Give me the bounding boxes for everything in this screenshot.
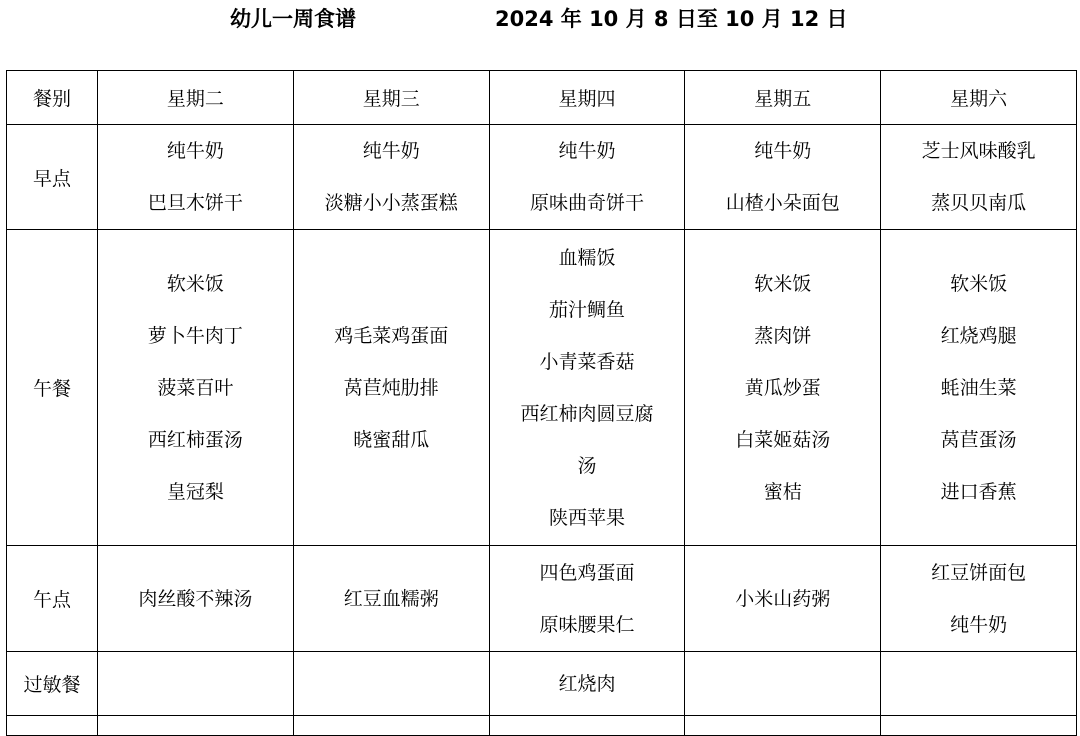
- menu-cell: [881, 125, 1077, 230]
- dish-item: 软米饭: [166, 272, 224, 295]
- menu-cell: [98, 546, 294, 652]
- menu-cell: [98, 230, 294, 546]
- dish-item: 肉丝酸不辣汤: [138, 587, 253, 610]
- dish-item: 软米饭: [754, 272, 812, 295]
- dish-item: 鸡毛菜鸡蛋面: [334, 324, 449, 347]
- corner-header: 餐别: [7, 71, 98, 125]
- day-header: 星期二: [98, 71, 294, 125]
- page-title: 幼儿一周食谱: [230, 7, 356, 31]
- menu-cell: [293, 546, 489, 652]
- dish-item: 进口香蕉: [940, 480, 1017, 503]
- menu-cell: [489, 546, 685, 652]
- dish-item: 晓蜜甜瓜: [353, 428, 430, 451]
- dish-item: 纯牛奶: [950, 613, 1008, 636]
- empty-cell: [98, 716, 294, 736]
- dish-item: 红烧鸡腿: [940, 324, 1017, 347]
- menu-cell: [685, 230, 881, 546]
- dish-item: 蜜桔: [763, 480, 802, 503]
- menu-cell: [293, 652, 489, 716]
- dish-item: 纯牛奶: [166, 140, 224, 162]
- dish-item: 原味曲奇饼干: [529, 192, 644, 214]
- dish-item: 纯牛奶: [558, 140, 616, 162]
- dish-item: 茄汁鲷鱼: [548, 298, 625, 321]
- table-row: [7, 546, 1077, 652]
- empty-cell: [685, 716, 881, 736]
- dish-item: 莴苣炖肋排: [343, 376, 439, 399]
- menu-cell: [98, 125, 294, 230]
- dish-item: 白菜姬菇汤: [735, 428, 831, 451]
- dish-item: 莴苣蛋汤: [940, 428, 1017, 451]
- dish-item: 纯牛奶: [362, 140, 420, 162]
- day-header: 星期三: [293, 71, 489, 125]
- dish-item: 蒸贝贝南瓜: [931, 192, 1027, 214]
- dish-item: 小青菜香菇: [539, 350, 635, 373]
- day-header: 星期六: [881, 71, 1077, 125]
- menu-cell: [98, 652, 294, 716]
- table-header-row: [7, 71, 1077, 125]
- dish-item: 西红柿蛋汤: [147, 428, 243, 451]
- menu-cell: [293, 125, 489, 230]
- dish-item: 山楂小朵面包: [725, 192, 840, 214]
- table-row: [7, 230, 1077, 546]
- table-row: [7, 125, 1077, 230]
- empty-cell: [293, 716, 489, 736]
- menu-cell: [685, 125, 881, 230]
- day-header: 星期五: [685, 71, 881, 125]
- dish-item: 汤: [577, 454, 597, 477]
- dish-item: 西红柿肉圆豆腐: [520, 402, 654, 425]
- dish-item: 小米山药粥: [735, 587, 831, 610]
- table-row-empty: [7, 716, 1077, 736]
- dish-item: 蒸肉饼: [754, 324, 812, 347]
- menu-cell: [881, 230, 1077, 546]
- menu-cell: [489, 652, 685, 716]
- meal-label: 早点: [7, 125, 98, 230]
- dish-item: 红烧肉: [558, 672, 616, 695]
- date-range: 2024 年 10 月 8 日至 10 月 12 日: [495, 7, 848, 31]
- dish-item: 纯牛奶: [754, 140, 812, 162]
- dish-item: 皇冠梨: [166, 480, 224, 503]
- weekly-menu-table: [6, 70, 1077, 736]
- table-row: [7, 652, 1077, 716]
- page-header: [0, 4, 1080, 38]
- dish-item: 菠菜百叶: [157, 376, 234, 399]
- dish-item: 黄瓜炒蛋: [744, 376, 821, 399]
- menu-cell: [489, 125, 685, 230]
- dish-item: 巴旦木饼干: [147, 192, 243, 214]
- menu-cell: [881, 652, 1077, 716]
- dish-item: 四色鸡蛋面: [539, 561, 635, 584]
- empty-cell: [7, 716, 98, 736]
- menu-cell: [685, 546, 881, 652]
- dish-item: 原味腰果仁: [539, 613, 635, 636]
- dish-item: 软米饭: [950, 272, 1008, 295]
- dish-item: 萝卜牛肉丁: [147, 324, 243, 347]
- dish-item: 芝士风味酸乳: [921, 140, 1036, 162]
- meal-label: 午点: [7, 546, 98, 652]
- meal-label: 过敏餐: [7, 652, 98, 716]
- dish-item: 红豆血糯粥: [343, 587, 439, 610]
- menu-cell: [685, 652, 881, 716]
- empty-cell: [881, 716, 1077, 736]
- dish-item: 红豆饼面包: [931, 561, 1027, 584]
- dish-item: 蚝油生菜: [940, 376, 1017, 399]
- menu-cell: [489, 230, 685, 546]
- empty-cell: [489, 716, 685, 736]
- meal-label: 午餐: [7, 230, 98, 546]
- menu-cell: [881, 546, 1077, 652]
- dish-item: 血糯饭: [558, 246, 616, 269]
- day-header: 星期四: [489, 71, 685, 125]
- dish-item: 淡糖小小蒸蛋糕: [324, 192, 458, 214]
- dish-item: 陕西苹果: [548, 506, 625, 529]
- menu-cell: [293, 230, 489, 546]
